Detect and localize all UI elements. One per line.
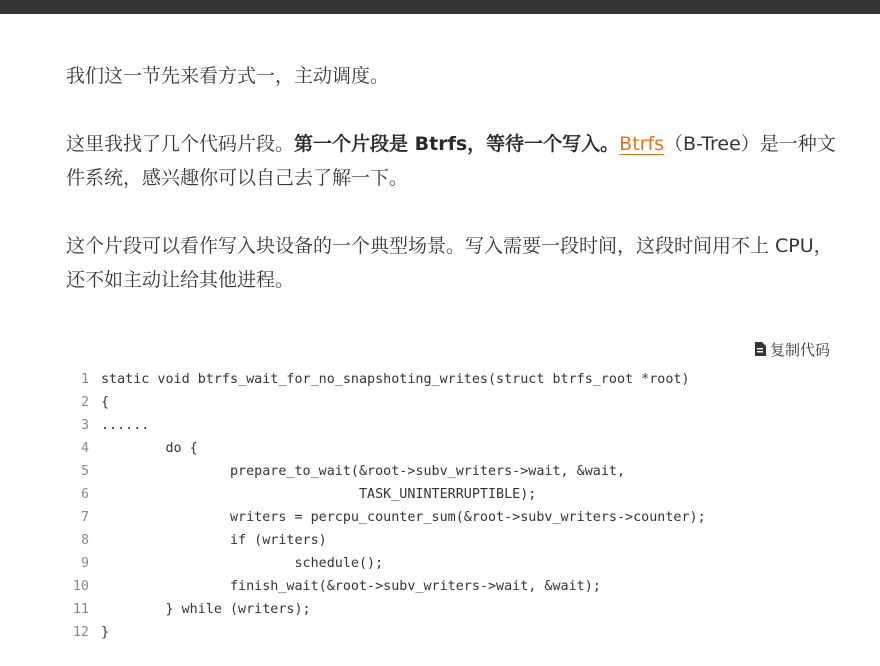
line-number: 12: [72, 625, 89, 640]
code-line: [66, 598, 826, 621]
code-line: [66, 368, 826, 391]
code-line: [66, 391, 826, 414]
line-number: 11: [72, 602, 89, 617]
code-text: schedule();: [101, 556, 384, 571]
code-line: [66, 552, 826, 575]
line-number: 9: [80, 556, 89, 571]
copy-code-button[interactable]: [754, 338, 830, 360]
code-text: }: [101, 625, 110, 640]
code-text: writers = percpu_counter_sum(&root->subv_writers->counter);: [101, 510, 706, 525]
copy-code-label: 复制代码: [769, 340, 830, 359]
code-block: [66, 368, 826, 644]
line-number: 10: [72, 579, 89, 594]
document-icon: [754, 342, 766, 356]
code-line: [66, 575, 826, 598]
bold-text: 第一个片段是 Btrfs，等待一个写入。: [294, 133, 620, 155]
code-text: static void btrfs_wait_for_no_snapshoting_writes(struct btrfs_root *root): [101, 372, 690, 387]
code-line: [66, 414, 826, 437]
code-line: [66, 460, 826, 483]
code-line: [66, 529, 826, 552]
line-number: 7: [80, 510, 89, 525]
code-text: do {: [101, 441, 198, 456]
line-number: 5: [80, 464, 89, 479]
line-number: 2: [80, 395, 89, 410]
code-text: finish_wait(&root->subv_writers->wait, &wait);: [101, 579, 601, 594]
code-text: } while (writers);: [101, 602, 311, 617]
paragraph-btrfs: [66, 127, 846, 195]
line-number: 6: [80, 487, 89, 502]
code-text: ......: [101, 418, 150, 433]
code-line: [66, 506, 826, 529]
line-number: 4: [80, 441, 89, 456]
top-bar: [0, 0, 880, 14]
code-line: [66, 483, 826, 506]
code-text: prepare_to_wait(&root->subv_writers->wait, &wait,: [101, 464, 626, 479]
line-number: 1: [80, 372, 89, 387]
code-text: {: [101, 395, 110, 410]
paragraph-intro: 我们这一节先来看方式一，主动调度。: [66, 65, 390, 87]
code-line: [66, 621, 826, 644]
paragraph-block-device: 这个片段可以看作写入块设备的一个典型场景。写入需要一段时间，这段时间用不上 CPU，还不如主动让给其他进程。: [66, 235, 833, 291]
line-number: 8: [80, 533, 89, 548]
line-number: 3: [80, 418, 89, 433]
code-line: [66, 437, 826, 460]
paragraph-text: （B-Tree）是一种文件系统，感兴趣你可以自己去了解一下。: [66, 133, 836, 189]
code-text: TASK_UNINTERRUPTIBLE);: [101, 487, 537, 502]
paragraph-text: 这里我找了几个代码片段。: [66, 133, 295, 155]
btrfs-link[interactable]: Btrfs: [619, 133, 665, 155]
code-text: if (writers): [101, 533, 327, 548]
